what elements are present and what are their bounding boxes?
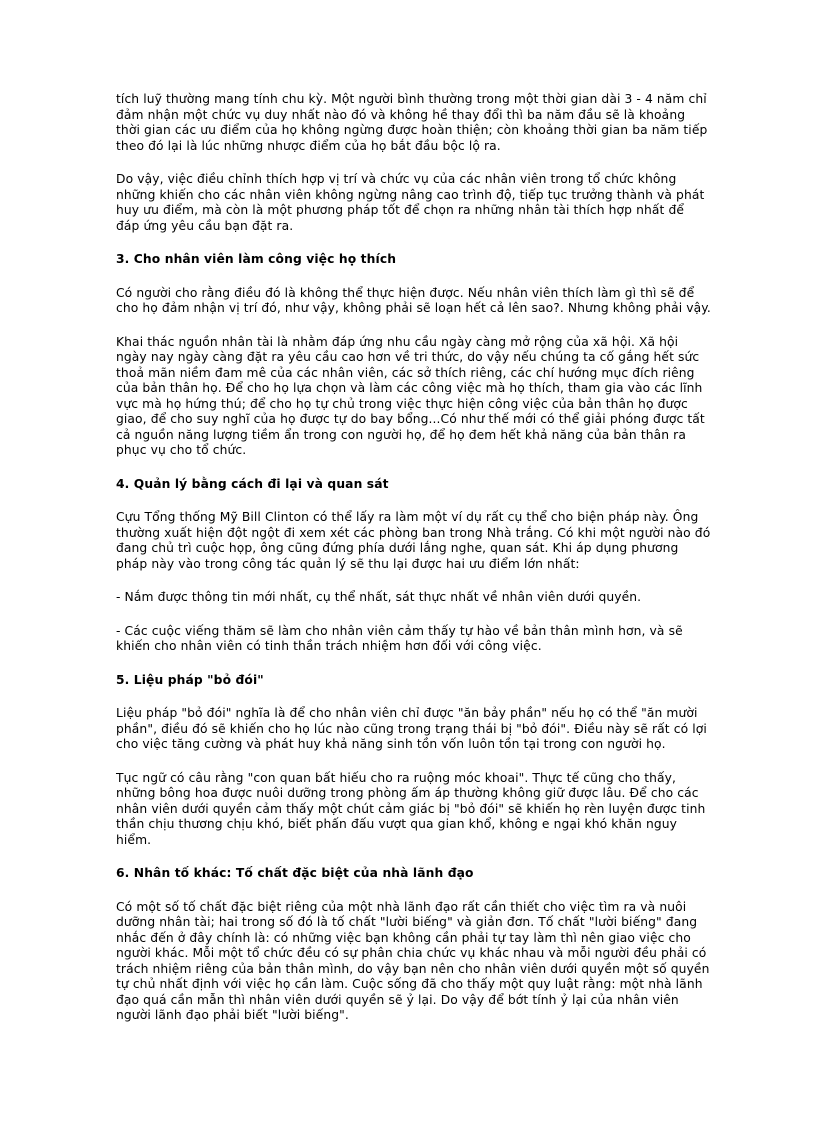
paragraph-section-6: Có một số tố chất đặc biệt riêng của một nhà lãnh đạo rất cần thiết cho việc tìm ra và nuôi dưỡng nhân tài; hai trong số đó là tố chất "lười biếng" và giản đơn. Tố chất "lười biếng" đang nhắc đến ở đây chính là: có những việc bạn không cần phải tự tay làm thì nên giao việc cho người khác. Mỗi một tổ chức đều có sự phân chia chức vụ khác nhau và mỗi người đều phải có trách nhiệm riêng của bản thân mình, do vậy bạn nên cho nhân viên dưới quyền một số quyền tự chủ nhất định với việc họ cần làm. Cuộc sống đã cho thấy một quy luật rằng: một nhà lãnh đạo quá cần mẫn thì nhân viên dưới quyền sẽ ỷ lại. Do vậy để bớt tính ỷ lại của nhân viên người lãnh đạo phải biết "lười biếng". xyxy=(116,899,710,1022)
paragraph-section-3-a: Có người cho rằng điều đó là không thể thực hiện được. Nếu nhân viên thích làm gì thì sẽ để cho họ đảm nhận vị trí đó, như vậy, không phải sẽ loạn hết cả lên sao?. Nhưng không phải vậy. xyxy=(116,285,711,315)
paragraph-section-5-a: Liệu pháp "bỏ đói" nghĩa là để cho nhân viên chỉ được "ăn bảy phần" nếu họ có thể "ăn mười phần", điều đó sẽ khiến cho họ lúc nào cũng trong trạng thái bị "bỏ đói". Điều này sẽ rất có lợi cho việc tăng cường và phát huy khả năng sinh tồn vốn luôn tồn tại trong con người họ. xyxy=(116,706,707,751)
paragraph-adjust-positions: Do vậy, việc điều chỉnh thích hợp vị trí và chức vụ của các nhân viên trong tổ chức không những khiến cho các nhân viên không ngừng nâng cao trình độ, tiếp tục trưởng thành và phát huy ưu điểm, mà còn là một phương pháp tốt để chọn ra những nhân tài thích hợp nhất để đáp ứng yêu cầu bạn đặt ra. xyxy=(116,172,705,233)
paragraph-section-4: Cựu Tổng thống Mỹ Bill Clinton có thể lấy ra làm một ví dụ rất cụ thể cho biện pháp này. Ông thường xuất hiện đột ngột đi xem xét các phòng ban trong Nhà trắng. Có khi một người nào đó đang chủ trì cuộc họp, ông cũng đứng phía dưới lắng nghe, quan sát. Khi áp dụng phương pháp này vào trong công tác quản lý sẽ thu lại được hai ưu điểm lớn nhất: xyxy=(116,510,711,571)
section-heading-4: 4. Quản lý bằng cách đi lại và quan sát xyxy=(116,476,389,491)
section-heading-3: 3. Cho nhân viên làm công việc họ thích xyxy=(116,252,397,266)
paragraph-section-3-b: Khai thác nguồn nhân tài là nhằm đáp ứng nhu cầu ngày càng mở rộng của xã hội. Xã hội ngày nay ngày càng đặt ra yêu cầu cao hơn về tri thức, do vậy nếu chúng ta cố gắng hết sức thoả mãn niềm đam mê của các nhân viên, các sở thích riêng, các chí hướng mục đích riêng của bản thân họ. Để cho họ lựa chọn và làm các công việc mà họ thích, tham gia vào các lĩnh vực mà họ hứng thú; để cho họ tự chủ trong việc thực hiện công việc của bản thân họ được giao, để cho suy nghĩ của họ được tự do bay bổng...Có như thế mới có thể giải phóng được tất cả nguồn năng lượng tiềm ẩn trong con người họ, để họ đem hết khả năng của bản thân ra phục vụ cho tổ chức. xyxy=(116,334,705,457)
document-page xyxy=(116,92,711,1042)
bullet-item-1: - Nắm được thông tin mới nhất, cụ thể nhất, sát thực nhất về nhân viên dưới quyền. xyxy=(116,590,642,604)
paragraph-section-5-b: Tục ngữ có câu rằng "con quan bất hiếu cho ra ruộng móc khoai". Thực tế cũng cho thấy, những bông hoa được nuôi dưỡng trong phòng ấm áp thường không giữ được lâu. Để cho các nhân viên dưới quyền cảm thấy một chút cảm giác bị "bỏ đói" sẽ khiến họ rèn luyện được tinh thần chịu thương chịu khó, biết phấn đấu vượt qua gian khổ, không e ngại khó khăn nguy hiểm. xyxy=(116,770,706,847)
section-heading-6: 6. Nhân tố khác: Tố chất đặc biệt của nhà lãnh đạo xyxy=(116,866,474,880)
section-heading-5: 5. Liệu pháp "bỏ đói" xyxy=(116,672,264,687)
paragraph-intro: tích luỹ thường mang tính chu kỳ. Một người bình thường trong một thời gian dài 3 - 4 năm chỉ đảm nhận một chức vụ duy nhất nào đó và không hề thay đổi thì ba năm đầu sẽ là khoảng thời gian các ưu điểm của họ không ngừng được hoàn thiện; còn khoảng thời gian ba năm tiếp theo đó lại là lúc những nhược điểm của họ bắt đầu bộc lộ ra. xyxy=(116,92,708,153)
bullet-item-2: - Các cuộc viếng thăm sẽ làm cho nhân viên cảm thấy tự hào về bản thân mình hơn, và sẽ khiến cho nhân viên có tinh thần trách nhiệm hơn đối với công việc. xyxy=(116,623,683,653)
